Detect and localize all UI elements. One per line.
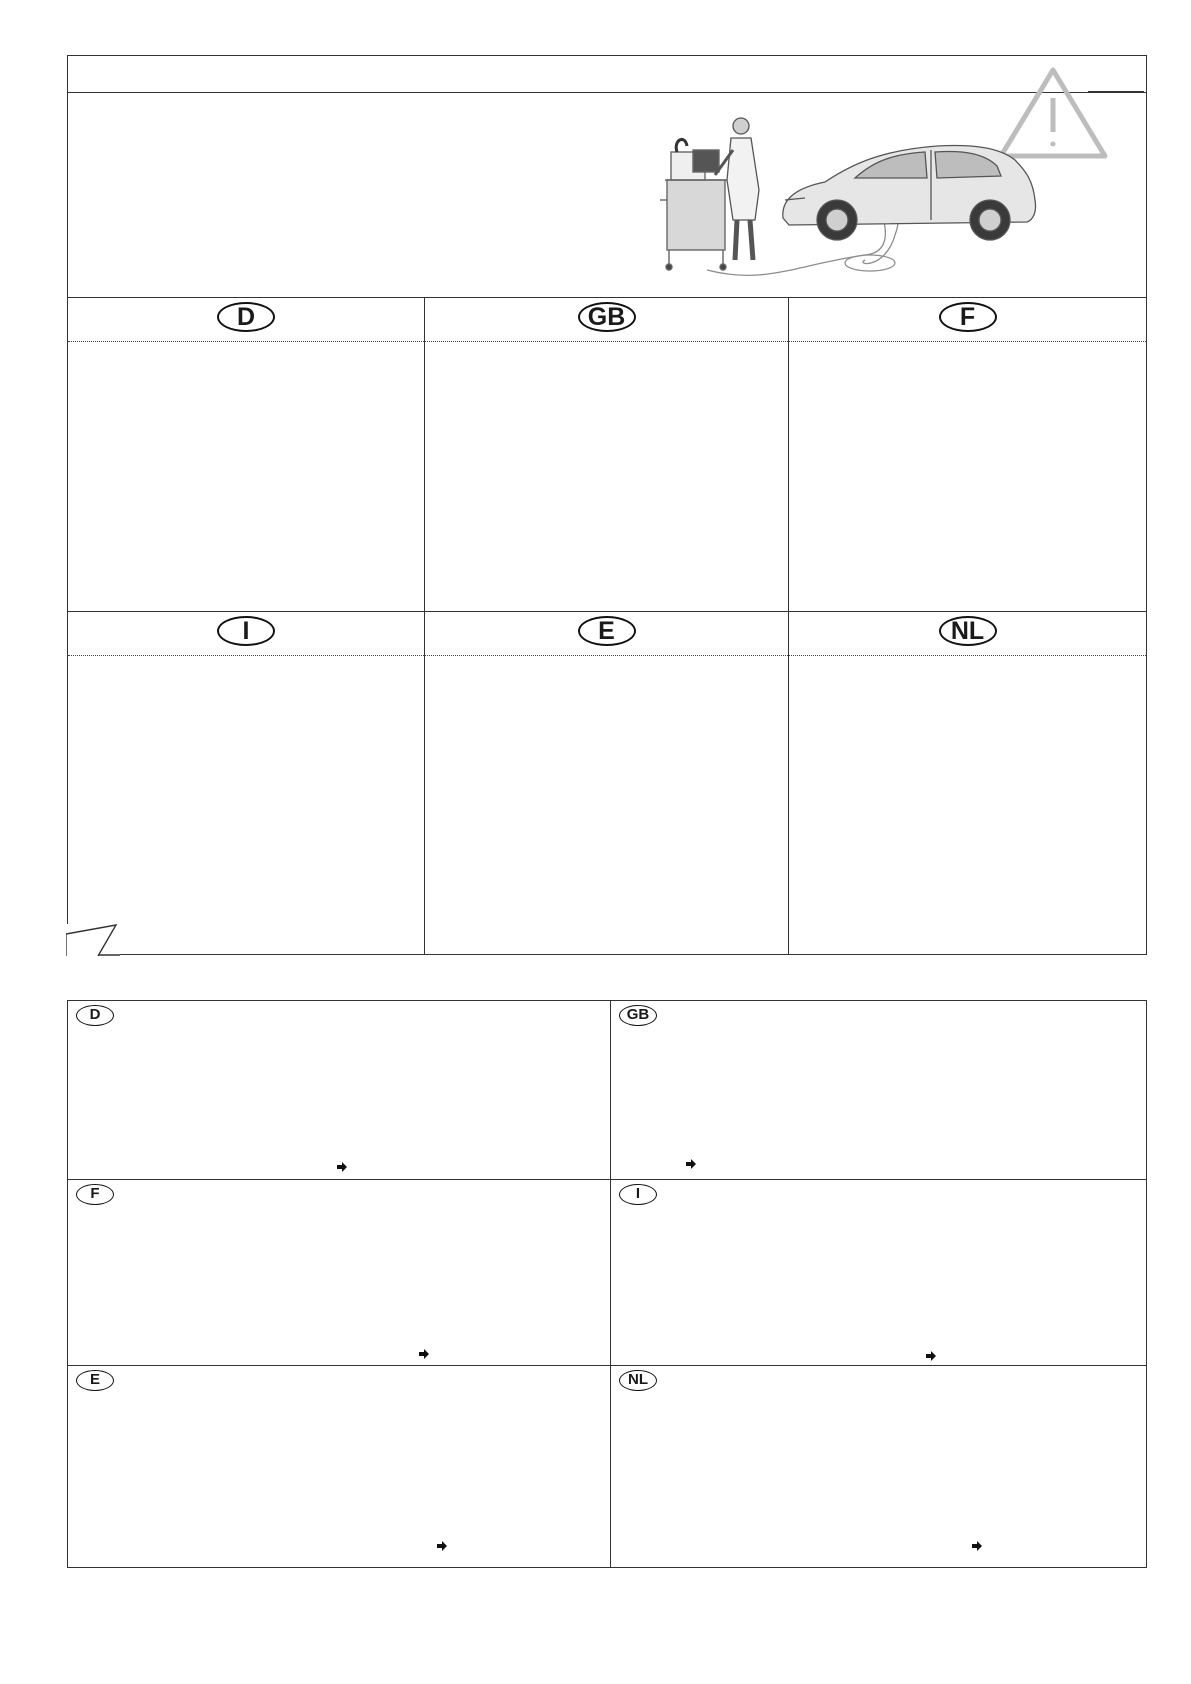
language-cell-head [68, 612, 424, 656]
bottom-cell-d [68, 1001, 610, 1179]
cut-corner-mark [66, 924, 120, 956]
language-badge-nl: NL [939, 616, 997, 646]
language-cell-head [425, 612, 788, 656]
language-badge-e: E [578, 616, 636, 646]
language-badge-i: I [217, 616, 275, 646]
arrow-right-icon [418, 1348, 430, 1360]
arrow-right-icon [971, 1540, 983, 1552]
language-grid [68, 297, 1146, 954]
arrow-right-icon [336, 1161, 348, 1173]
language-badge-nl: NL [619, 1370, 657, 1391]
arrow-right-icon [436, 1540, 448, 1552]
language-grid-row-1 [68, 297, 1146, 612]
language-cell-nl [788, 612, 1146, 954]
language-cell-gb [424, 298, 788, 612]
diagnostic-cart-icon [660, 139, 727, 270]
language-badge-gb: GB [619, 1005, 657, 1026]
language-cell-head [68, 298, 424, 342]
hatchback-car-icon [783, 146, 1036, 240]
language-badge-e: E [76, 1370, 114, 1391]
bottom-cell-nl [610, 1365, 1146, 1567]
language-badge-f: F [939, 302, 997, 332]
language-badge-gb: GB [578, 302, 636, 332]
bottom-cell-e [68, 1365, 610, 1567]
language-badge-i: I [619, 1184, 657, 1205]
arrow-right-icon [685, 1158, 697, 1170]
language-badge-d: D [76, 1005, 114, 1026]
bottom-cell-gb [610, 1001, 1146, 1179]
language-cell-f [788, 298, 1146, 612]
warning-triangle-icon [1001, 70, 1105, 156]
bottom-table [67, 1000, 1147, 1568]
language-grid-row-2 [68, 611, 1146, 954]
bottom-cell-f [68, 1179, 610, 1365]
language-badge-d: D [217, 302, 275, 332]
language-cell-head [789, 298, 1146, 342]
arrow-right-icon [925, 1350, 937, 1362]
bottom-cell-i [610, 1179, 1146, 1365]
language-cell-i [68, 612, 424, 954]
language-cell-e [424, 612, 788, 954]
language-cell-d [68, 298, 424, 612]
language-badge-f: F [76, 1184, 114, 1205]
diagnostic-illustration [655, 60, 1115, 280]
language-cell-head [425, 298, 788, 342]
language-cell-head [789, 612, 1146, 656]
